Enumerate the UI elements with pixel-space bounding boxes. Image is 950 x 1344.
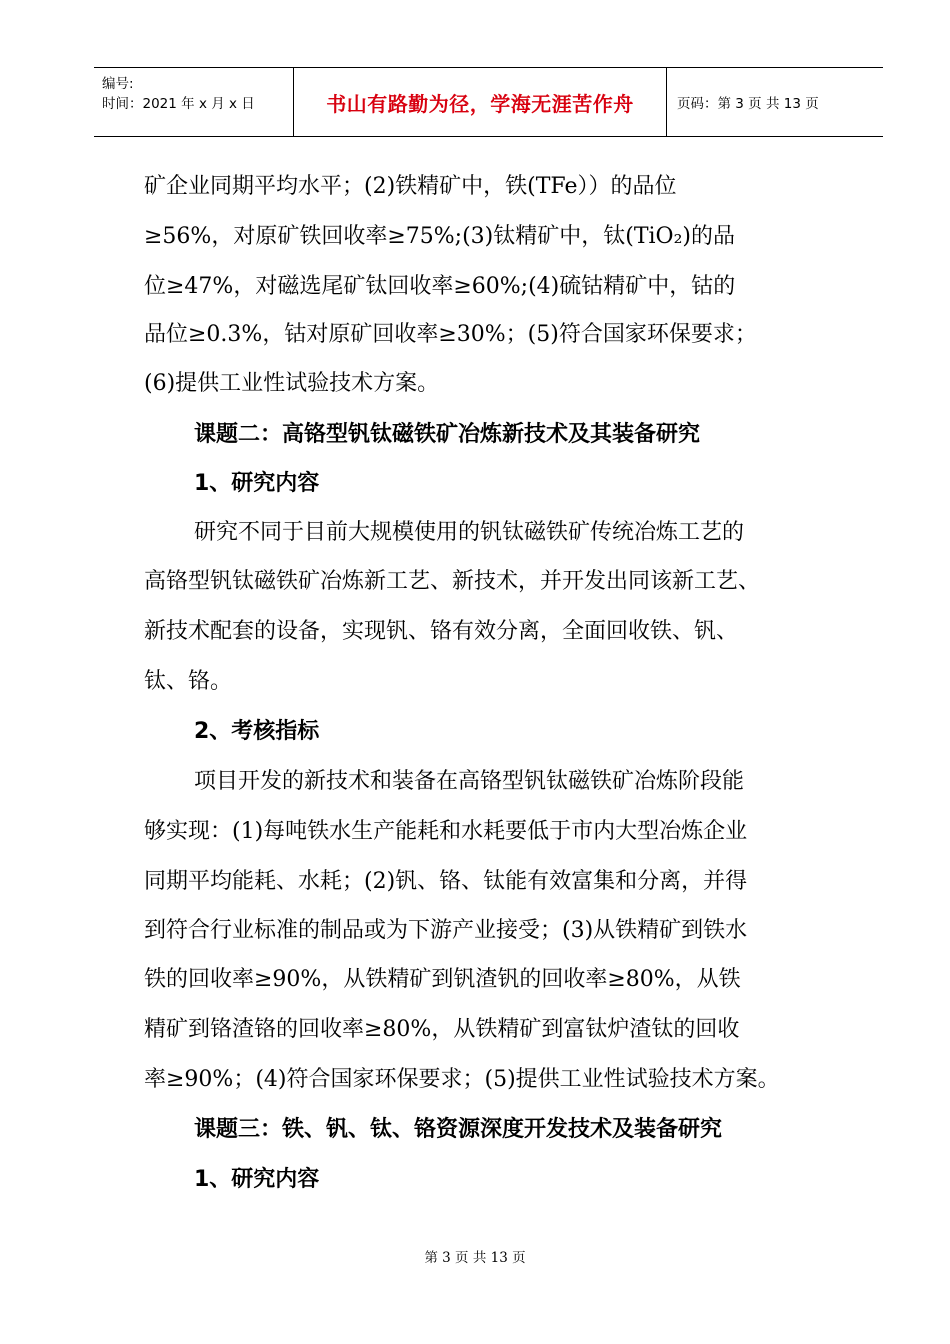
body-line: 高铬型钒钛磁铁矿冶炼新工艺、新技术，并开发出同该新工艺、 xyxy=(144,569,761,594)
body-line: (6)提供工业性试验技术方案。 xyxy=(144,371,440,396)
header-meta xyxy=(94,68,294,136)
body-line: 品位≥0.3%，钴对原矿回收率≥30%；(5)符合国家环保要求； xyxy=(144,322,757,347)
header-time: 时间：2021 年 x 月 x 日 xyxy=(102,96,255,112)
body-line: 铁的回收率≥90%，从铁精矿到钒渣钒的回收率≥80%，从铁 xyxy=(144,967,741,992)
body-line: 率≥90%；(4)符合国家环保要求；(5)提供工业性试验技术方案。 xyxy=(144,1067,780,1092)
subsection-heading: 1、研究内容 xyxy=(194,471,320,496)
page-footer: 第 3 页 共 13 页 xyxy=(424,1250,526,1266)
body-line: 矿企业同期平均水平；(2)铁精矿中，铁(TFe））的品位 xyxy=(144,174,677,199)
header-page: 页码：第 3 页 共 13 页 xyxy=(677,96,819,112)
page-header xyxy=(94,67,883,137)
section-heading: 课题三：铁、钒、钛、铬资源深度开发技术及装备研究 xyxy=(194,1117,723,1142)
body-line: 新技术配套的设备，实现钒、铬有效分离，全面回收铁、钒、 xyxy=(144,619,739,644)
body-line: 够实现：(1)每吨铁水生产能耗和水耗要低于市内大型冶炼企业 xyxy=(144,819,748,844)
header-motto: 书山有路勤为径，学海无涯苦作舟 xyxy=(326,91,634,116)
body-line: 钛、铬。 xyxy=(144,669,233,694)
header-number: 编号: xyxy=(102,76,134,92)
body-line: 精矿到铬渣铬的回收率≥80%，从铁精矿到富钛炉渣钛的回收 xyxy=(144,1017,740,1042)
subsection-heading: 2、考核指标 xyxy=(194,719,320,744)
subsection-heading: 1、研究内容 xyxy=(194,1167,320,1192)
body-line: 到符合行业标准的制品或为下游产业接受；(3)从铁精矿到铁水 xyxy=(144,918,748,943)
header-motto-cell xyxy=(294,68,667,136)
body-line: 项目开发的新技术和装备在高铬型钒钛磁铁矿冶炼阶段能 xyxy=(194,769,745,794)
body-line: ≥56%，对原矿铁回收率≥75%;(3)钛精矿中，钛(TiO₂)的品 xyxy=(144,224,735,249)
body-line: 位≥47%，对磁选尾矿钛回收率≥60%;(4)硫钴精矿中，钴的 xyxy=(144,274,736,299)
header-page-cell xyxy=(667,68,883,136)
section-heading: 课题二：高铬型钒钛磁铁矿冶炼新技术及其装备研究 xyxy=(194,422,701,447)
body-line: 研究不同于目前大规模使用的钒钛磁铁矿传统冶炼工艺的 xyxy=(194,520,745,545)
body-line: 同期平均能耗、水耗；(2)钒、铬、钛能有效富集和分离，并得 xyxy=(144,869,748,894)
